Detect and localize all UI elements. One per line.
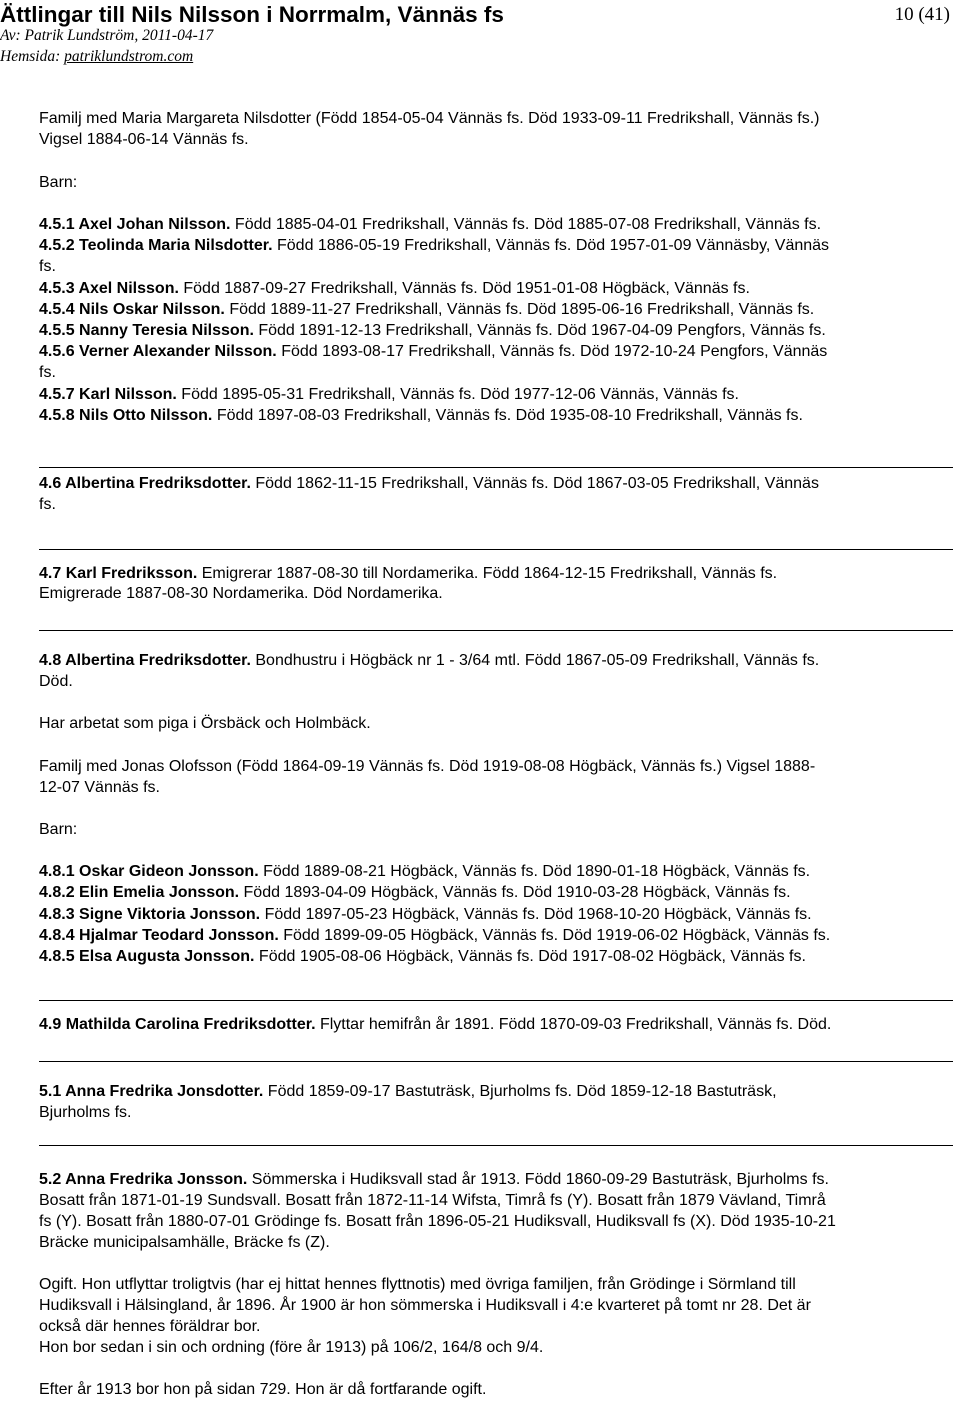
document-title: Ättlingar till Nils Nilsson i Norrmalm, Vännäs fs: [0, 2, 504, 27]
person-entry: 4.7 Karl Fredriksson. Emigrerar 1887-08-30 till Nordamerika. Född 1864-12-15 Fredrikshall, Vännäs fs.: [39, 565, 778, 582]
author-line: Av: Patrik Lundström, 2011-04-17: [0, 27, 214, 44]
text-line: Vigsel 1884-06-14 Vännäs fs.: [39, 131, 249, 148]
section-divider: [39, 1145, 953, 1146]
text-line: Emigrerade 1887-08-30 Nordamerika. Död Nordamerika.: [39, 585, 443, 602]
section-divider: [39, 1000, 953, 1001]
child-entry: 4.8.2 Elin Emelia Jonsson. Född 1893-04-09 Högbäck, Vännäs fs. Död 1910-03-28 Högbäck, Vännäs fs.: [39, 884, 791, 901]
text-line: Efter år 1913 bor hon på sidan 729. Hon är då fortfarande ogift.: [39, 1381, 487, 1398]
section-divider: [39, 1061, 953, 1062]
child-entry: 4.5.2 Teolinda Maria Nilsdotter. Född 1886-05-19 Fredrikshall, Vännäs fs. Död 1957-01-09 Vännäsby, Vännäs: [39, 237, 830, 254]
child-entry: 4.5.8 Nils Otto Nilsson. Född 1897-08-03 Fredrikshall, Vännäs fs. Död 1935-08-10 Fredrikshall, Vännäs fs.: [39, 407, 803, 424]
text-line: Har arbetat som piga i Örsbäck och Holmbäck.: [39, 715, 371, 732]
text-line: Hon bor sedan i sin och ordning (före år 1913) på 106/2, 164/8 och 9/4.: [39, 1339, 544, 1356]
child-entry: 4.8.1 Oskar Gideon Jonsson. Född 1889-08-21 Högbäck, Vännäs fs. Död 1890-01-18 Högbäck, Vännäs fs.: [39, 863, 811, 880]
text-line: 12-07 Vännäs fs.: [39, 779, 160, 796]
text-line: fs (Y). Bosatt från 1880-07-01 Grödinge fs. Bosatt från 1896-05-21 Hudiksvall, Hudiksvall fs (X). Död 1935-10-21: [39, 1213, 836, 1230]
child-entry: 4.5.7 Karl Nilsson. Född 1895-05-31 Fredrikshall, Vännäs fs. Död 1977-12-06 Vännäs, Vännäs fs.: [39, 386, 739, 403]
homepage-link[interactable]: patriklundstrom.com: [64, 48, 194, 65]
text-line: också där hennes föräldrar bor.: [39, 1318, 261, 1335]
child-entry: 4.8.4 Hjalmar Teodard Jonsson. Född 1899-09-05 Högbäck, Vännäs fs. Död 1919-06-02 Högbäck, Vännäs fs.: [39, 927, 831, 944]
child-entry: 4.5.4 Nils Oskar Nilsson. Född 1889-11-27 Fredrikshall, Vännäs fs. Död 1895-06-16 Fredrikshall, Vännäs fs.: [39, 301, 815, 318]
homepage-label: Hemsida:: [0, 48, 65, 65]
text-line: Bjurholms fs.: [39, 1104, 132, 1121]
text-line: fs.: [39, 258, 56, 275]
text-line: Barn:: [39, 821, 78, 838]
text-line: Hudiksvall i Hälsingland, år 1896. År 1900 är hon sömmerska i Hudiksvall i 4:e kvarteret på tomt nr 28. Det är: [39, 1297, 811, 1314]
homepage-line: [0, 48, 193, 66]
person-entry: 4.6 Albertina Fredriksdotter. Född 1862-11-15 Fredrikshall, Vännäs fs. Död 1867-03-05 Fredrikshall, Vännäs: [39, 475, 819, 492]
page-number: 10 (41): [894, 4, 950, 25]
person-entry: 5.2 Anna Fredrika Jonsson. Sömmerska i Hudiksvall stad år 1913. Född 1860-09-29 Bastuträsk, Bjurholms fs.: [39, 1171, 829, 1188]
person-entry: 5.1 Anna Fredrika Jonsdotter. Född 1859-09-17 Bastuträsk, Bjurholms fs. Död 1859-12-18 Bastuträsk,: [39, 1083, 777, 1100]
child-entry: 4.5.5 Nanny Teresia Nilsson. Född 1891-12-13 Fredrikshall, Vännäs fs. Död 1967-04-09 Pengfors, Vännäs fs.: [39, 322, 826, 339]
text-line: fs.: [39, 364, 56, 381]
child-entry: 4.8.5 Elsa Augusta Jonsson. Född 1905-08-06 Högbäck, Vännäs fs. Död 1917-08-02 Högbäck, Vännäs fs.: [39, 948, 806, 965]
text-line: Bosatt från 1871-01-19 Sundsvall. Bosatt från 1872-11-14 Wifsta, Timrå fs (Y). Bosatt från 1879 Vävland, Timrå: [39, 1192, 826, 1209]
text-line: Barn:: [39, 174, 78, 191]
person-entry: 4.9 Mathilda Carolina Fredriksdotter. Flyttar hemifrån år 1891. Född 1870-09-03 Fredrikshall, Vännäs fs. Död.: [39, 1016, 832, 1033]
child-entry: 4.5.6 Verner Alexander Nilsson. Född 1893-08-17 Fredrikshall, Vännäs fs. Död 1972-10-24 Pengfors, Vännäs: [39, 343, 828, 360]
child-entry: 4.5.3 Axel Nilsson. Född 1887-09-27 Fredrikshall, Vännäs fs. Död 1951-01-08 Högbäck, Vännäs fs.: [39, 280, 750, 297]
section-divider: [39, 630, 953, 631]
text-line: Bräcke municipalsamhälle, Bräcke fs (Z).: [39, 1234, 330, 1251]
section-divider: [39, 549, 953, 550]
text-line: Familj med Maria Margareta Nilsdotter (Född 1854-05-04 Vännäs fs. Död 1933-09-11 Fredrikshall, Vännäs fs.): [39, 110, 820, 127]
text-line: Ogift. Hon utflyttar troligtvis (har ej hittat hennes flyttnotis) med övriga familjen, från Grödinge i Sörmland till: [39, 1276, 796, 1293]
text-line: Död.: [39, 673, 73, 690]
person-entry: 4.8 Albertina Fredriksdotter. Bondhustru i Högbäck nr 1 - 3/64 mtl. Född 1867-05-09 Fredrikshall, Vännäs fs.: [39, 652, 820, 669]
child-entry: 4.8.3 Signe Viktoria Jonsson. Född 1897-05-23 Högbäck, Vännäs fs. Död 1968-10-20 Högbäck, Vännäs fs.: [39, 906, 812, 923]
section-divider: [39, 467, 953, 468]
text-line: fs.: [39, 496, 56, 513]
text-line: Familj med Jonas Olofsson (Född 1864-09-19 Vännäs fs. Död 1919-08-08 Högbäck, Vännäs fs.) Vigsel 1888-: [39, 758, 816, 775]
child-entry: 4.5.1 Axel Johan Nilsson. Född 1885-04-01 Fredrikshall, Vännäs fs. Död 1885-07-08 Fredrikshall, Vännäs fs.: [39, 216, 822, 233]
